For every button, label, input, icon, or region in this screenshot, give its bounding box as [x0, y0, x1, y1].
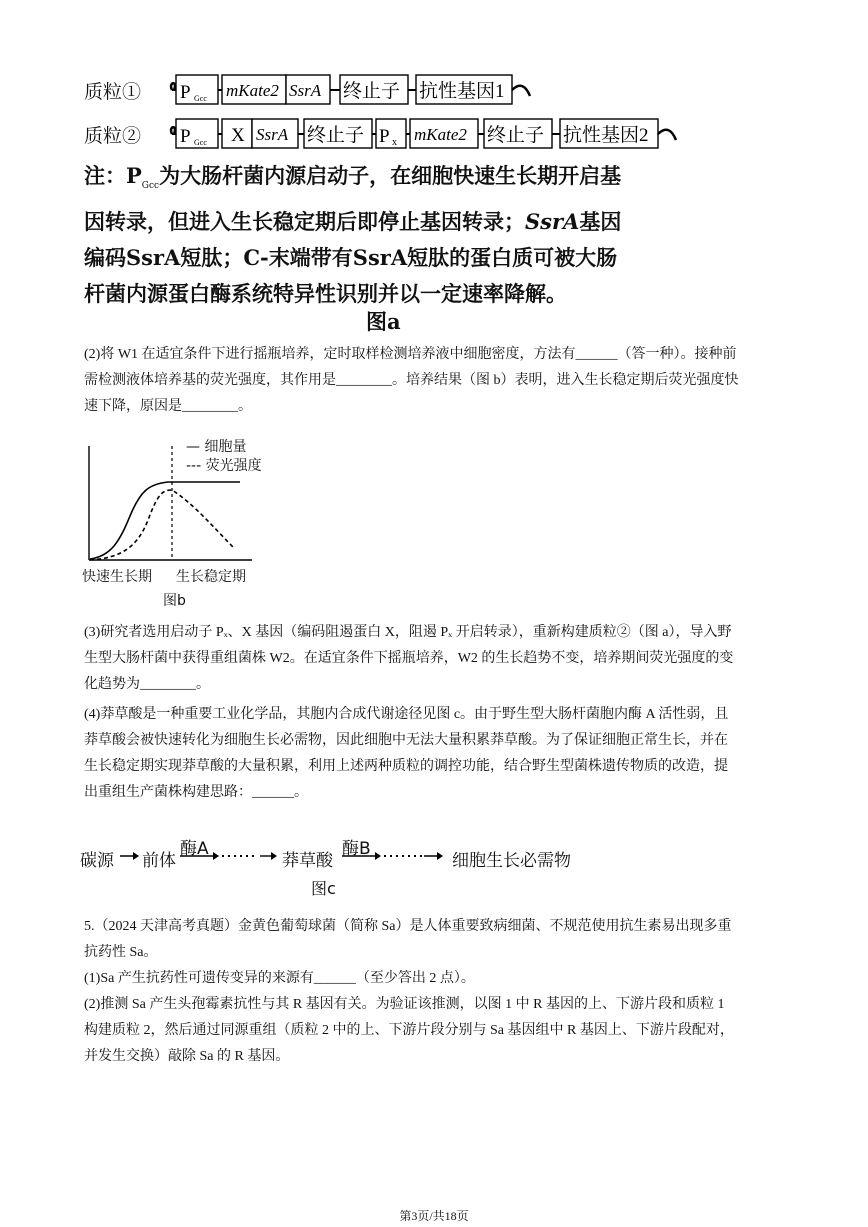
plasmid-1-mkate2-box	[222, 75, 286, 104]
question-4-line-3: 生长稳定期实现莽草酸的大量积累，利用上述两种质粒的调控功能，结合野生型菌株遗传物质的改造，提	[84, 759, 728, 774]
x-label-fast-growth: 快速生长期	[82, 569, 152, 585]
x-label-stationary: 生长稳定期	[176, 569, 246, 585]
note-line-2	[84, 204, 694, 240]
question-2-line-2: 需检测液体培养基的荧光强度，其作用是________。培养结果（图 b）表明，进入生长稳定期后荧光强度快	[84, 373, 739, 388]
figure-a-note	[84, 158, 694, 312]
question-2	[84, 342, 796, 420]
note-line-4: 杆菌内源蛋白酶系统特异性识别并以一定速率降解。	[84, 281, 567, 307]
pathway-growth-essential: 细胞生长必需物	[452, 851, 571, 871]
plasmid-2-x-box	[222, 119, 252, 148]
question-5-line-6: 并发生交换）敲除 Sa 的 R 基因。	[84, 1049, 290, 1064]
note-promoter-sub: Gcc	[141, 181, 160, 192]
plasmid-2-promoter-box	[176, 119, 218, 148]
question-2-line-1: (2)将 W1 在适宜条件下进行摇瓶培养，定时取样检测培养液中细胞密度，方法有______（答一种）。接种前	[84, 347, 737, 362]
question-5-line-3: (1)Sa 产生抗药性可遗传变异的来源有______（至少答出 2 点）。	[84, 971, 475, 986]
note-line-1	[84, 158, 694, 204]
plasmid-1-resistance: 抗性基因1	[419, 81, 505, 102]
legend-cell-amount: — 细胞量	[186, 439, 247, 455]
plasmid-1-label: 质粒①	[84, 80, 142, 103]
arrow-1-icon	[118, 848, 142, 864]
plasmid-2-px-box	[376, 119, 406, 148]
question-3-line-3: 化趋势为________。	[84, 677, 210, 692]
cell-amount-curve	[90, 482, 240, 559]
plasmid-2-terminator-2-box	[484, 119, 552, 148]
plasmid-1-mkate2: mKate2	[226, 81, 279, 100]
pathway-shikimic-acid: 莽草酸	[282, 851, 333, 871]
question-3-line-2: 生型大肠杆菌中获得重组菌株 W2。在适宜条件下摇瓶培养，W2 的生长趋势不变，培养期间荧光强度的变	[84, 651, 734, 666]
figure-c-caption: 图c	[311, 879, 336, 898]
question-5-line-4: (2)推测 Sa 产生头孢霉素抗性与其 R 基因有关。为验证该推测，以图 1 中 R 基因的上、下游片段和质粒 1	[84, 997, 725, 1012]
note-promoter: P	[126, 163, 142, 188]
arrow-3-icon	[340, 848, 446, 864]
plasmid-2-terminator-2: 终止子	[487, 125, 545, 146]
question-4-line-2: 莽草酸会被快速转化为细胞生长必需物，因此细胞中无法大量积累莽草酸。为了保证细胞正常生长，并在	[84, 733, 728, 748]
plasmid-2-promoter-sub: Gcc	[194, 138, 207, 147]
plasmid-1-resistance-box	[416, 75, 512, 104]
pathway-precursor: 前体	[142, 851, 176, 871]
plasmid-2-promoter: P	[180, 126, 191, 147]
question-4	[84, 702, 796, 806]
plasmid-2-diagram	[172, 116, 782, 152]
figure-b-caption: 图b	[163, 593, 186, 609]
plasmid-1-terminator-box	[340, 75, 408, 104]
pathway-enzyme-b: 酶B	[342, 839, 371, 859]
plasmid-1-terminator: 终止子	[343, 81, 401, 102]
plasmid-2-px-sub: x	[392, 137, 397, 148]
question-4-line-1: (4)莽草酸是一种重要工业化学品，其胞内合成代谢途径见图 c。由于野生型大肠杆菌胞内酶 A 活性弱，且	[84, 707, 729, 722]
plasmid-1-diagram	[172, 72, 632, 108]
plasmid-2-label: 质粒②	[84, 124, 142, 147]
figure-a-caption: 图a	[366, 309, 401, 334]
plasmid-1-ssra-box	[286, 75, 330, 104]
note-line-2-text: 因转录，但进入生长稳定期后即停止基因转录；	[84, 209, 525, 235]
plasmid-2-ssra: SsrA	[256, 125, 289, 144]
question-5-line-5: 构建质粒 2，然后通过同源重组（质粒 2 中的上、下游片段分别与 Sa 基因组中 R 基因上、下游片段配对，	[84, 1023, 734, 1038]
question-3	[84, 620, 796, 698]
question-3-line-1: (3)研究者选用启动子 Pₓ、X 基因（编码阻遏蛋白 X，阻遏 Pₓ 开启转录），重新构建质粒②（图 a），导入野	[84, 625, 732, 640]
legend-fluorescence: --- 荧光强度	[186, 458, 262, 474]
pathway-carbon-source: 碳源	[80, 851, 114, 871]
plasmid-2-mkate2-box	[410, 119, 478, 148]
plasmid-2-resistance: 抗性基因2	[563, 125, 649, 146]
question-5-line-1: 5.（2024 天津高考真题）金黄色葡萄球菌（简称 Sa）是人体重要致病细菌、不规范使用抗生素易出现多重	[84, 919, 732, 934]
plasmid-2-resistance-box	[560, 119, 658, 148]
plasmid-2-terminator-1-box	[304, 119, 372, 148]
note-line-1-text: 为大肠杆菌内源启动子，在细胞快速生长期开启基	[159, 163, 622, 188]
question-5-line-2: 抗药性 Sa。	[84, 945, 158, 960]
plasmid-2-px: P	[379, 126, 390, 147]
plasmid-2-terminator-1: 终止子	[307, 125, 365, 146]
note-ssra-italic: SsrA	[525, 209, 580, 235]
note-line-3: 编码SsrA短肽；C-末端带有SsrA短肽的蛋白质可被大肠	[84, 245, 618, 271]
question-4-line-4: 出重组生产菌株构建思路：______。	[84, 785, 308, 800]
note-line-2-end: 基因	[579, 209, 622, 235]
plasmid-2-x: X	[231, 125, 245, 146]
plasmid-2-mkate2: mKate2	[414, 125, 467, 144]
pathway-enzyme-a: 酶A	[180, 839, 209, 859]
question-5	[84, 914, 796, 1070]
plasmid-1-promoter-sub: Gcc	[194, 94, 207, 103]
plasmid-1-ssra: SsrA	[289, 81, 322, 100]
plasmid-2-ssra-box	[252, 119, 298, 148]
note-prefix: 注：	[84, 163, 126, 188]
plasmid-2-row	[84, 116, 649, 152]
question-2-line-3: 速下降，原因是________。	[84, 399, 252, 414]
plasmid-1-row	[84, 72, 505, 108]
plasmid-1-promoter-box	[176, 75, 218, 104]
page-footer: 第3页/共18页	[399, 1209, 469, 1223]
plasmid-1-promoter: P	[180, 82, 191, 103]
arrow-2-icon	[178, 848, 280, 864]
